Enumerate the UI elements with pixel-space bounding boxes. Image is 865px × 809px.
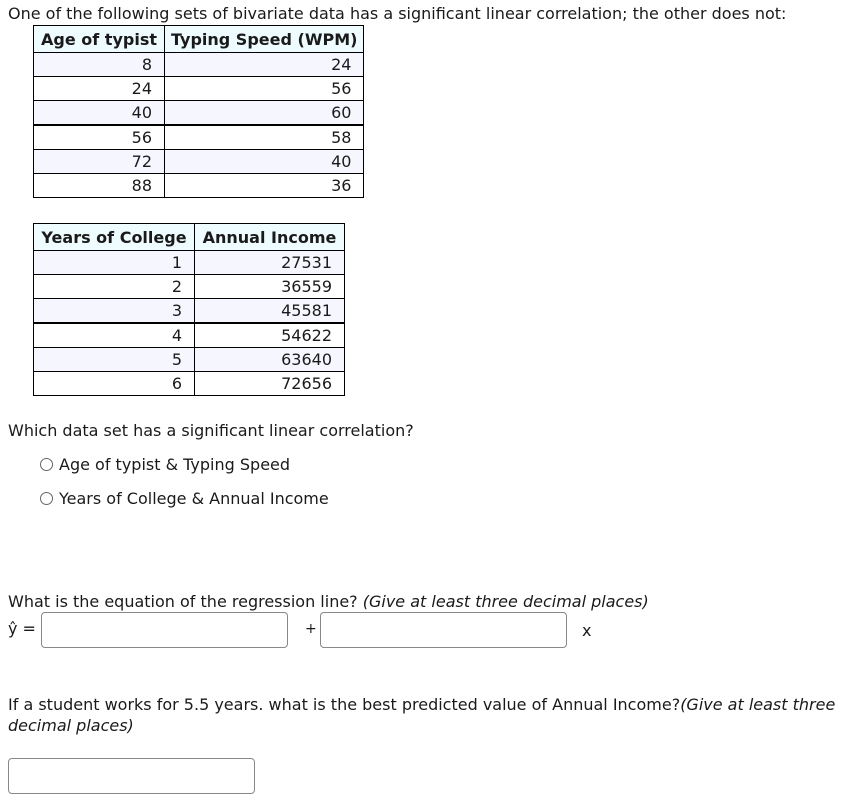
slope-input[interactable] — [320, 612, 567, 648]
cell: 24 — [34, 77, 165, 101]
cell: 45581 — [195, 299, 345, 324]
correlation-question: Which data set has a significant linear correlation? — [8, 421, 414, 440]
radio-button[interactable] — [40, 458, 53, 471]
cell: 40 — [34, 101, 165, 126]
option-college[interactable] — [40, 489, 329, 508]
prediction-question-hint: (Give at least three decimal places) — [8, 695, 836, 735]
table-row — [34, 299, 345, 324]
prediction-question-text: If a student works for 5.5 years. what is the best predicted value of Annual Income? — [8, 695, 681, 714]
table-row — [34, 372, 345, 396]
intercept-input[interactable] — [41, 612, 288, 648]
table-row — [34, 77, 364, 101]
cell: 58 — [165, 125, 364, 150]
cell: 60 — [165, 101, 364, 126]
option-label: Years of College & Annual Income — [59, 489, 329, 508]
table-row — [34, 125, 364, 150]
plus-label: + — [305, 621, 317, 637]
radio-button[interactable] — [40, 492, 53, 505]
table-row — [34, 348, 345, 372]
cell: 5 — [34, 348, 195, 372]
header-income: Annual Income — [195, 224, 345, 251]
intro-text: One of the following sets of bivariate data has a significant linear correlation; the other does not: — [8, 4, 787, 23]
cell: 36 — [165, 174, 364, 198]
table-row — [34, 150, 364, 174]
cell: 72 — [34, 150, 165, 174]
cell: 8 — [34, 53, 165, 77]
cell: 6 — [34, 372, 195, 396]
cell: 1 — [34, 251, 195, 275]
cell: 56 — [165, 77, 364, 101]
cell: 88 — [34, 174, 165, 198]
table-row — [34, 323, 345, 348]
prediction-input[interactable] — [8, 758, 255, 794]
cell: 36559 — [195, 275, 345, 299]
cell: 4 — [34, 323, 195, 348]
x-label: x — [582, 621, 592, 640]
cell: 40 — [165, 150, 364, 174]
cell: 27531 — [195, 251, 345, 275]
table-row — [34, 174, 364, 198]
option-label: Age of typist & Typing Speed — [59, 455, 291, 474]
regression-question — [8, 592, 649, 611]
typist-table — [33, 25, 364, 198]
option-typist[interactable] — [40, 455, 290, 474]
cell: 2 — [34, 275, 195, 299]
header-years: Years of College — [34, 224, 195, 251]
regression-question-hint: (Give at least three decimal places) — [362, 592, 649, 611]
cell: 63640 — [195, 348, 345, 372]
prediction-question — [8, 694, 858, 736]
table-row — [34, 251, 345, 275]
cell: 72656 — [195, 372, 345, 396]
college-table — [33, 223, 345, 396]
header-speed: Typing Speed (WPM) — [165, 26, 364, 53]
cell: 3 — [34, 299, 195, 324]
table-row — [34, 101, 364, 126]
yhat-label: ŷ = — [8, 619, 36, 638]
cell: 56 — [34, 125, 165, 150]
regression-question-text: What is the equation of the regression line? — [8, 592, 363, 611]
cell: 24 — [165, 53, 364, 77]
header-age: Age of typist — [34, 26, 165, 53]
cell: 54622 — [195, 323, 345, 348]
table-row — [34, 275, 345, 299]
table-row — [34, 53, 364, 77]
